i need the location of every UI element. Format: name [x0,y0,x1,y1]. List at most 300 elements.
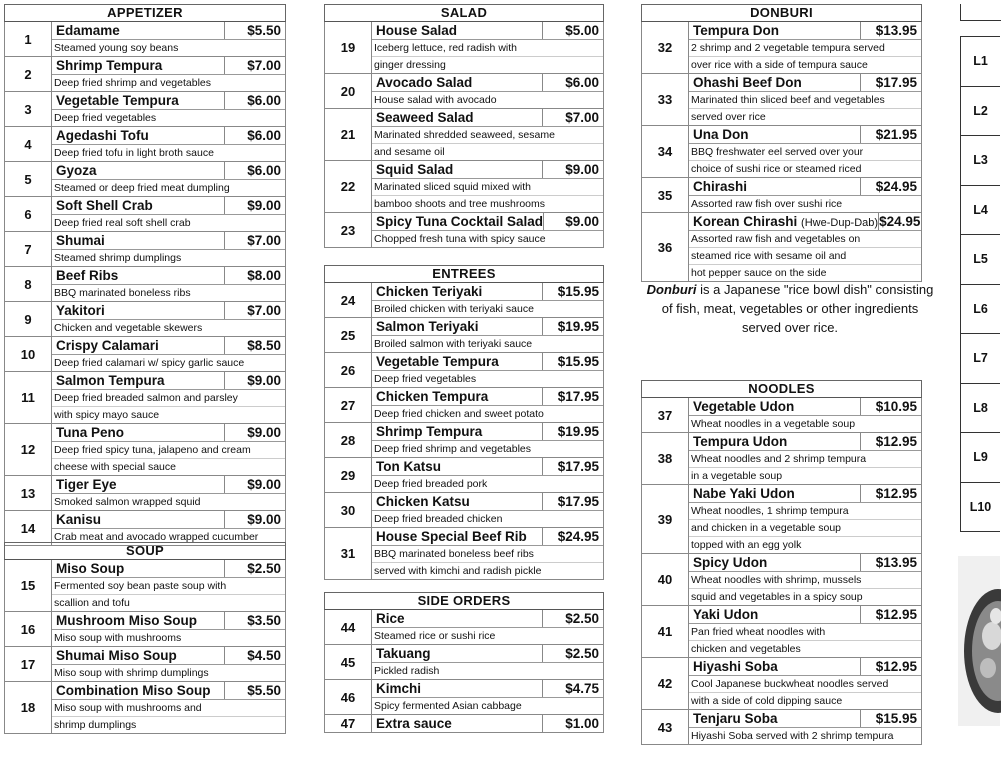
donburi-term: Donburi [646,282,697,297]
item-name [52,424,224,441]
item-name [52,302,224,319]
item-description: Steamed or deep fried meat dumpling [54,182,230,194]
item-name-text: Avocado Salad [376,75,473,90]
item-number: 19 [325,22,372,73]
item-price: $15.95 [542,283,603,300]
menu-item [324,645,604,680]
item-price: $9.00 [224,424,285,441]
item-number: 40 [642,554,689,605]
item-price: $7.00 [542,109,603,126]
side-orders-section [324,592,604,733]
lunch-label: L2 [960,86,1000,136]
menu-item [641,126,922,178]
item-description: 2 shrimp and 2 vegetable tempura served [689,40,921,57]
item-number: 4 [5,127,52,161]
item-price: $6.00 [224,92,285,109]
menu-item [324,74,604,109]
item-price: $7.00 [224,57,285,74]
item-name-text: Squid Salad [376,162,454,177]
soup-section [4,542,286,734]
item-price: $12.95 [860,658,921,675]
noodles-heading: NOODLES [641,380,922,398]
entrees-heading: ENTREES [324,265,604,283]
menu-item [641,22,922,74]
item-description: Steamed young soy beans [54,42,179,54]
item-name-text: Vegetable Udon [693,399,795,414]
item-description: Deep fried breaded pork [374,478,488,490]
menu-item [4,337,286,372]
item-number: 26 [325,353,372,387]
lunch-label: L7 [960,333,1000,383]
appetizer-heading: APPETIZER [4,4,286,22]
item-number: 9 [5,302,52,336]
menu-item [641,178,922,213]
item-name-text: Vegetable Tempura [56,93,179,108]
item-description: ginger dressing [374,59,446,71]
salad-heading: SALAD [324,4,604,22]
item-description: Marinated shredded seaweed, sesame [372,127,603,144]
item-description: Chopped fresh tuna with spicy sauce [374,233,546,245]
item-name [372,715,542,732]
menu-item [641,74,922,126]
item-description: Pickled radish [374,665,440,677]
item-price: $4.75 [542,680,603,697]
item-name [372,213,543,230]
menu-item [324,528,604,580]
item-description: Deep fried breaded chicken [374,513,503,525]
item-number: 17 [5,647,52,681]
item-name-text: Ohashi Beef Don [693,75,802,90]
item-name [52,92,224,109]
item-price: $13.95 [860,22,921,39]
menu-item [4,682,286,734]
menu-item [324,283,604,318]
item-description: Spicy fermented Asian cabbage [374,700,522,712]
item-name [372,283,542,300]
donburi-section [641,4,922,282]
item-price: $17.95 [542,458,603,475]
item-description: BBQ marinated boneless beef ribs [372,546,603,563]
item-number: 25 [325,318,372,352]
item-name-text: Shumai Miso Soup [56,648,177,663]
item-name-text: Soft Shell Crab [56,198,153,213]
item-name [52,476,224,493]
menu-item [324,423,604,458]
item-name-text: Una Don [693,127,749,142]
item-name-text: Shumai [56,233,105,248]
item-name [689,710,860,727]
menu-item [324,458,604,493]
item-description: Cool Japanese buckwheat noodles served [689,676,921,693]
item-number: 15 [5,560,52,611]
item-name-text: Beef Ribs [56,268,119,283]
item-price: $4.50 [224,647,285,664]
item-name [52,57,224,74]
item-name [372,74,542,91]
item-price: $24.95 [860,178,921,195]
item-description: Miso soup with shrimp dumplings [54,667,209,679]
lunch-label: L8 [960,383,1000,433]
item-name [52,682,224,699]
item-price: $9.00 [543,213,603,230]
item-name [52,337,224,354]
item-number: 13 [5,476,52,510]
item-number: 23 [325,213,372,247]
item-name-text: Takuang [376,646,431,661]
menu-item [324,22,604,74]
item-description: topped with an egg yolk [691,539,802,551]
item-description: Miso soup with mushrooms [54,632,182,644]
item-price: $10.95 [860,398,921,415]
item-name [52,560,224,577]
item-description: squid and vegetables in a spicy soup [691,591,863,603]
item-name [372,493,542,510]
item-description: Wheat noodles, 1 shrimp tempura [689,503,921,520]
item-name [372,645,542,662]
item-description: Deep fried vegetables [374,373,477,385]
menu-item [4,57,286,92]
lunch-label: L6 [960,284,1000,334]
item-description: Deep fried calamari w/ spicy garlic sauce [54,357,245,369]
item-number: 11 [5,372,52,423]
item-description: Deep fried tofu in light broth sauce [54,147,214,159]
menu-item [641,710,922,745]
item-name-text: Vegetable Tempura [376,354,499,369]
item-name [372,161,542,178]
item-price: $13.95 [860,554,921,571]
item-name-text: Agedashi Tofu [56,128,149,143]
item-price: $9.00 [224,372,285,389]
menu-item [324,610,604,645]
donburi-note [644,280,936,337]
item-number: 2 [5,57,52,91]
item-name-text: Hiyashi Soba [693,659,778,674]
item-price: $7.00 [224,232,285,249]
item-name-text: Gyoza [56,163,97,178]
item-description: Iceberg lettuce, red radish with [372,40,603,57]
item-number: 10 [5,337,52,371]
item-description: Wheat noodles and 2 shrimp tempura [689,451,921,468]
item-name [52,127,224,144]
item-price: $2.50 [224,560,285,577]
item-description: Marinated sliced squid mixed with [372,179,603,196]
item-name-text: Extra sauce [376,716,452,731]
item-price: $15.95 [542,353,603,370]
item-name-text: Tiger Eye [56,477,117,492]
item-price: $6.00 [224,162,285,179]
item-name [52,511,224,528]
lunch-labels-column [960,36,1000,532]
item-name-text: Chicken Tempura [376,389,489,404]
item-description: Assorted raw fish and vegetables on [689,231,921,248]
item-name-text: Yaki Udon [693,607,759,622]
item-number: 43 [642,710,689,744]
item-number: 46 [325,680,372,714]
item-name-text: Mushroom Miso Soup [56,613,197,628]
item-name-text: Rice [376,611,405,626]
item-price: $6.00 [224,127,285,144]
item-number: 5 [5,162,52,196]
item-description: Crab meat and avocado wrapped cucumber [54,531,259,543]
menu-item [641,554,922,606]
item-description: Deep fried real soft shell crab [54,217,191,229]
item-number: 28 [325,423,372,457]
item-description: Assorted raw fish over sushi rice [691,198,843,210]
item-name-text: Miso Soup [56,561,125,576]
item-description: Deep fried vegetables [54,112,157,124]
item-number: 6 [5,197,52,231]
item-number: 12 [5,424,52,475]
lunch-label: L10 [960,482,1000,533]
item-description: Chicken and vegetable skewers [54,322,203,334]
appetizer-section [4,4,286,546]
item-price: $9.00 [224,511,285,528]
item-name-text: Salmon Tempura [56,373,165,388]
menu-item [324,318,604,353]
item-name-text: Tempura Udon [693,434,788,449]
item-name [689,126,860,143]
item-name [689,178,860,195]
item-number: 30 [325,493,372,527]
item-name [689,433,860,450]
item-name-text: Chicken Katsu [376,494,470,509]
menu-item [324,715,604,733]
item-name-text: House Special Beef Rib [376,529,527,544]
item-price: $2.50 [542,610,603,627]
item-number: 31 [325,528,372,579]
item-number: 14 [5,511,52,545]
menu-item [324,680,604,715]
item-number: 1 [5,22,52,56]
item-description: BBQ freshwater eel served over your [689,144,921,161]
item-name [689,606,860,623]
item-name-text: Shrimp Tempura [56,58,163,73]
item-price: $7.00 [224,302,285,319]
menu-item [4,92,286,127]
item-number: 18 [5,682,52,733]
item-name-text: Tempura Don [693,23,780,38]
item-price: $17.95 [860,74,921,91]
menu-item [641,213,922,282]
menu-item [324,388,604,423]
item-description: Marinated thin sliced beef and vegetables [689,92,921,109]
item-name-text: Combination Miso Soup [56,683,211,698]
item-description: Deep fried shrimp and vegetables [374,443,532,455]
item-name-text: Spicy Tuna Cocktail Salad [376,214,544,229]
salad-section [324,4,604,248]
item-name [52,197,224,214]
item-description: Fermented soy bean paste soup with [52,578,285,595]
item-description: Deep fried breaded salmon and parsley [52,390,285,407]
item-name [372,388,542,405]
item-name [689,22,860,39]
soup-heading: SOUP [4,542,286,560]
item-name [372,610,542,627]
item-price: $2.50 [542,645,603,662]
item-name [689,74,860,91]
lunch-label: L5 [960,234,1000,284]
item-name-text: Korean Chirashi [693,214,798,229]
item-description: served over rice [691,111,766,123]
lunch-label: L4 [960,185,1000,235]
item-description: House salad with avocado [374,94,497,106]
item-price: $15.95 [860,710,921,727]
item-number: 8 [5,267,52,301]
item-number: 45 [325,645,372,679]
item-price: $17.95 [542,493,603,510]
menu-item [4,232,286,267]
item-number: 29 [325,458,372,492]
item-description: steamed rice with sesame oil and [689,248,921,265]
item-price: $5.50 [224,682,285,699]
item-number: 47 [325,715,372,732]
item-price: $12.95 [860,433,921,450]
item-price: $19.95 [542,423,603,440]
item-number: 35 [642,178,689,212]
item-name-text: Shrimp Tempura [376,424,483,439]
menu-item [641,398,922,433]
item-name [689,554,860,571]
item-name [52,232,224,249]
item-description: choice of sushi rice or steamed riced [691,163,862,175]
item-name [372,458,542,475]
item-number: 32 [642,22,689,73]
item-price: $21.95 [860,126,921,143]
item-price: $9.00 [542,161,603,178]
item-name [372,680,542,697]
item-name [689,485,860,502]
item-price: $5.50 [224,22,285,39]
item-name [372,22,542,39]
item-name [689,658,860,675]
menu-item [4,372,286,424]
item-price: $12.95 [860,485,921,502]
menu-item [324,109,604,161]
item-name [689,398,860,415]
item-price: $8.50 [224,337,285,354]
item-description: Hiyashi Soba served with 2 shrimp tempura [691,730,894,742]
lunch-top-line [960,4,1001,21]
item-name-text: Edamame [56,23,120,38]
lunch-label: L3 [960,135,1000,185]
item-number: 37 [642,398,689,432]
item-number: 33 [642,74,689,125]
item-price: $12.95 [860,606,921,623]
menu-item [641,658,922,710]
item-description: chicken and vegetables [691,643,801,655]
item-name-text: Chicken Teriyaki [376,284,483,299]
menu-item [4,127,286,162]
item-name-text: Seaweed Salad [376,110,474,125]
item-price: $9.00 [224,476,285,493]
item-description: Smoked salmon wrapped squid [54,496,201,508]
item-name [52,372,224,389]
food-photo [958,556,1000,726]
menu-item [4,476,286,511]
item-number: 34 [642,126,689,177]
item-price: $9.00 [224,197,285,214]
item-name [372,318,542,335]
menu-item [4,267,286,302]
item-number: 44 [325,610,372,644]
item-name-text: Yakitori [56,303,105,318]
menu-item [641,485,922,554]
menu-item [324,161,604,213]
side-orders-heading: SIDE ORDERS [324,592,604,610]
item-name-text: Chirashi [693,179,748,194]
lunch-label: L1 [960,36,1000,86]
item-number: 3 [5,92,52,126]
item-number: 16 [5,612,52,646]
item-description: Wheat noodles in a vegetable soup [691,418,856,430]
item-description: Pan fried wheat noodles with [689,624,921,641]
item-number: 21 [325,109,372,160]
item-description: served with kimchi and radish pickle [374,565,542,577]
item-number: 36 [642,213,689,281]
menu-item [4,612,286,647]
item-description: Deep fried shrimp and vegetables [54,77,212,89]
item-name-text: Nabe Yaki Udon [693,486,795,501]
donburi-heading: DONBURI [641,4,922,22]
item-name-text: Tuna Peno [56,425,125,440]
menu-item [4,424,286,476]
menu-item [4,302,286,337]
menu-item [4,560,286,612]
entrees-section [324,265,604,580]
item-description: Steamed rice or sushi rice [374,630,496,642]
menu-item [641,606,922,658]
menu-item [324,493,604,528]
donburi-note-text: is a Japanese "rice bowl dish" consisting of fish, meat, vegetables or other ingredients served over rice. [661,282,934,335]
item-price: $8.00 [224,267,285,284]
item-price: $1.00 [542,715,603,732]
item-description: and chicken in a vegetable soup [689,520,921,537]
item-description: hot pepper sauce on the side [691,267,827,279]
item-number: 24 [325,283,372,317]
item-price: $24.95 [542,528,603,545]
item-name-subtitle: (Hwe-Dup-Dab) [801,217,879,229]
menu-item [4,197,286,232]
menu-item [641,433,922,485]
item-name [52,162,224,179]
item-description: over rice with a side of tempura sauce [691,59,868,71]
item-name [689,213,878,230]
item-name [52,267,224,284]
item-name [52,647,224,664]
lunch-label: L9 [960,432,1000,482]
item-number: 42 [642,658,689,709]
item-number: 39 [642,485,689,553]
menu-item [4,162,286,197]
item-name-text: Tenjaru Soba [693,711,778,726]
item-name [372,353,542,370]
item-price: $6.00 [542,74,603,91]
item-name-text: House Salad [376,23,458,38]
item-price: $19.95 [542,318,603,335]
item-name [372,423,542,440]
item-description: with spicy mayo sauce [54,409,160,421]
item-description: Deep fried spicy tuna, jalapeno and cream [52,442,285,459]
item-description: with a side of cold dipping sauce [691,695,843,707]
item-number: 7 [5,232,52,266]
item-price: $24.95 [878,213,924,230]
item-description: bamboo shoots and tree mushrooms [374,198,546,210]
menu-item [4,22,286,57]
menu-item [324,353,604,388]
item-name-text: Salmon Teriyaki [376,319,479,334]
item-name-text: Spicy Udon [693,555,768,570]
item-description: cheese with special sauce [54,461,176,473]
